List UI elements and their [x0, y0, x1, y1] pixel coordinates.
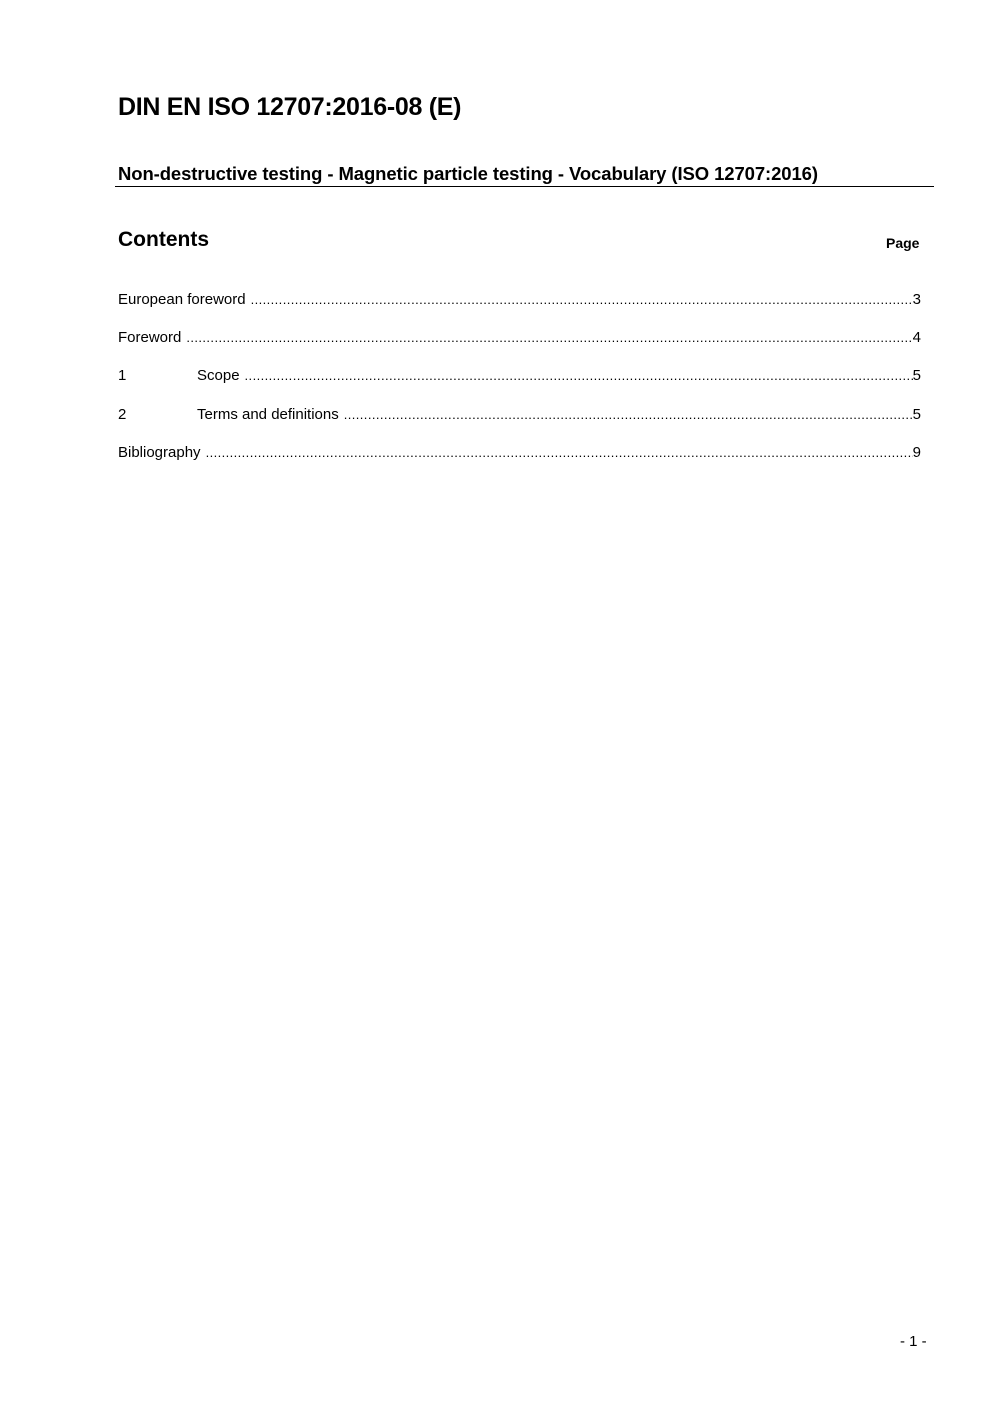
contents-heading: Contents: [118, 228, 209, 251]
page-column-heading: Page: [886, 235, 920, 251]
toc-entry-page[interactable]: 5: [912, 367, 921, 384]
toc-entry-label[interactable]: Terms and definitions: [197, 406, 339, 423]
toc-dot-leader: [186, 330, 912, 345]
toc-entry-label[interactable]: European foreword: [118, 291, 246, 308]
toc-entry-label[interactable]: Scope: [197, 367, 240, 384]
toc-entry-number: 1: [118, 367, 127, 384]
toc-entry-terms-and-definitions[interactable]: [118, 406, 921, 426]
toc-entry-bibliography[interactable]: [118, 444, 921, 464]
toc-entry-number: 2: [118, 406, 127, 423]
toc-entry-page[interactable]: 9: [912, 444, 921, 461]
toc-entry-european-foreword[interactable]: [118, 291, 921, 311]
toc-entry-page[interactable]: 5: [912, 406, 921, 423]
toc-entry-page[interactable]: 4: [912, 329, 921, 346]
toc-entry-scope[interactable]: [118, 367, 921, 387]
toc-dot-leader: [344, 407, 913, 422]
document-title: DIN EN ISO 12707:2016-08 (E): [118, 93, 462, 121]
toc-dot-leader: [245, 368, 913, 383]
toc-entry-foreword[interactable]: [118, 329, 921, 349]
toc-entry-page[interactable]: 3: [912, 291, 921, 308]
toc-dot-leader: [251, 292, 913, 307]
toc-entry-label[interactable]: Foreword: [118, 329, 182, 346]
toc-entry-label[interactable]: Bibliography: [118, 444, 201, 461]
footer-page-number: - 1 -: [900, 1333, 927, 1350]
toc-dot-leader: [206, 445, 913, 460]
subtitle-underline: [115, 186, 934, 187]
document-subtitle: Non-destructive testing - Magnetic particle testing - Vocabulary (ISO 12707:2016): [118, 163, 818, 184]
